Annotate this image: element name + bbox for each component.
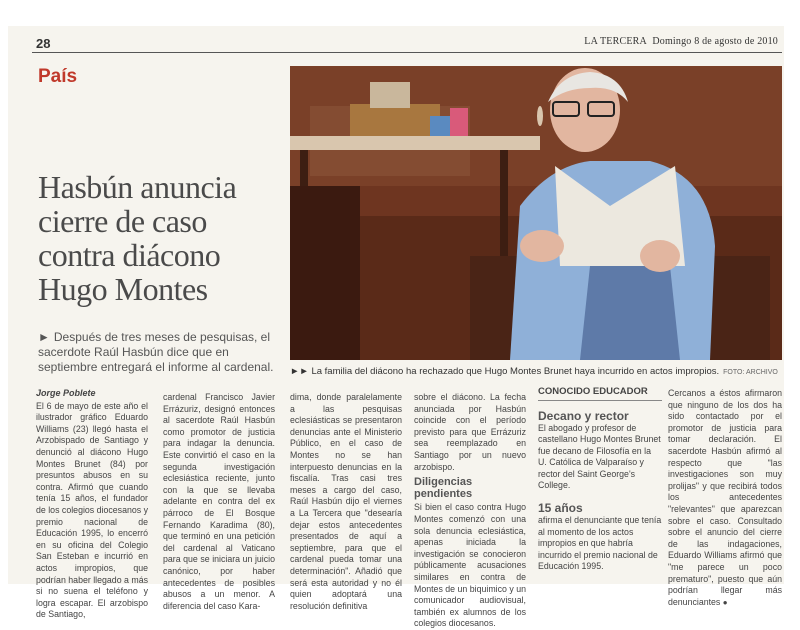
- caption-text: La familia del diácono ha rechazado que Hugo Montes Brunet haya incurrido en actos impropios.: [311, 366, 720, 377]
- sidebar-item-2-text: afirma el denunciante que tenía al momento de los actos impropios en que habría incurrido el premio nacional de Educación 1995.: [538, 515, 662, 572]
- article-column-1: [36, 388, 148, 621]
- column-3-text: dima, donde paralelamente a las pesquisas eclesiásticas se presentaron denuncias ante el Ministerio Público, en el caso de Montes no se han interpuesto denuncias en la fiscalía. Tras casi tres meses a cargo del caso, Raúl Hasbún dijo el viernes a La Tercera que "desearía dejar estos antecedentes presentados de aquí a septiembre, para que el cardenal pueda tomar una determinación".: [290, 392, 402, 576]
- header-rule: [32, 52, 782, 53]
- column-3-end: Añadió que será esta autoridad y no él quien adoptará una resolución definitiva: [290, 565, 402, 611]
- end-mark-icon: ●: [722, 597, 728, 607]
- sidebar-item-2-heading: 15 años: [538, 501, 583, 516]
- column-4-text-a: sobre el diácono. La fecha anunciada por Hasbún coincide con el período previsto para que Errázuriz sea reemplazado en Santiago por un nuevo arzobispo.: [414, 392, 526, 472]
- deck: [38, 330, 278, 375]
- article-column-4: [414, 392, 526, 630]
- column-2-text: cardenal Francisco Javier Errázuriz, designó entonces al sacerdote Raúl Hasbún como promotor de justicia para indagar la denuncia. Este convirtió el caso en la segunda investigación eclesiástica reciente, junto con la que se llevaba adelante en contra del ex párroco de El Bosque Fernando Karadima (80), que terminó en una petición del cardenal al Vaticano para que se iniciara un juicio canónico, por haber antecedentes de posibles abusos a un menor.: [163, 392, 275, 600]
- column-1-text: El 6 de mayo de este año el ilustrador gráfico Eduardo Williams (23) llegó hasta el Arzobispado de Santiago y denunció al diácono Hugo Montes Brunet (84) por presuntos abusos en su contra. Afirmó que cuando tenía 15 años, el fundador de los colegios diocesanos y premio nacional de Educación 1995, lo encerró en su oficina del Colegio San Esteban e incurrió en actos impropios, que podrían haber llegado a más si no suena el teléfono y logra escapar.: [36, 400, 148, 608]
- column-2-end: A diferencia del caso Kara-: [163, 589, 275, 611]
- caption-arrow-icon: ►►: [290, 366, 312, 377]
- article-column-3: [290, 392, 402, 612]
- article-column-2: [163, 392, 275, 612]
- sidebar-box: [538, 386, 662, 582]
- column-1-end: El arzobispo de Santiago,: [36, 597, 148, 620]
- sidebar-item-1-text: El abogado y profesor de castellano Hugo Montes Brunet fue decano de Filosofía en la U. Católica de Valparaíso y rector del Saint George's College.: [538, 423, 661, 491]
- photo-illustration: [290, 66, 782, 360]
- headline: Hasbún anuncia cierre de caso contra diácono Hugo Montes: [38, 169, 237, 307]
- subheading: Diligencias pendientes: [414, 476, 473, 500]
- masthead-date: [584, 36, 778, 47]
- sidebar-item-1-heading: Decano y rector: [538, 409, 629, 423]
- article-photo: [290, 66, 782, 360]
- section-label: País: [38, 66, 78, 87]
- page-number: 28: [36, 36, 51, 51]
- issue-date: Domingo 8 de agosto de 2010: [652, 36, 778, 47]
- deck-text: Después de tres meses de pesquisas, el sacerdote Raúl Hasbún dice que en septiembre entregará el informe al cardenal.: [38, 330, 274, 374]
- sidebar-title: CONOCIDO EDUCADOR: [538, 386, 662, 401]
- publication-name: LA TERCERA: [584, 36, 647, 47]
- byline: Jorge Poblete: [36, 388, 96, 398]
- photo-caption: [290, 366, 782, 377]
- column-5-text: Cercanos a éstos afirmaron que ninguno de los dos ha sido contactado por el promotor de justicia para tomar declaración. El sacerdote Hasbún afirmó al respecto que "las investigaciones son muy prolijas" y que recibirá todos los antecedentes "relevantes" que aparezcan sobre el caso. Consultado sobre el anuncio del cierre de las indagaciones, Eduardo Williams afirmó que "me parece un poco prematuro", puesto que aún podrían llegar más denunciantes: [668, 388, 782, 607]
- photo-credit: FOTO: ARCHIVO: [723, 369, 778, 376]
- deck-arrow-icon: ►: [38, 330, 50, 344]
- article-column-5: [668, 388, 782, 608]
- column-4-text-b: Si bien el caso contra Hugo Montes comenzó con una sola denuncia eclesiástica, apenas iniciada la investigación se conocieron públicamente acusaciones similares en contra de Montes de un biquimico y un comunicador audiovisual, también ex alumnos de los colegios diocesanos.: [414, 502, 526, 629]
